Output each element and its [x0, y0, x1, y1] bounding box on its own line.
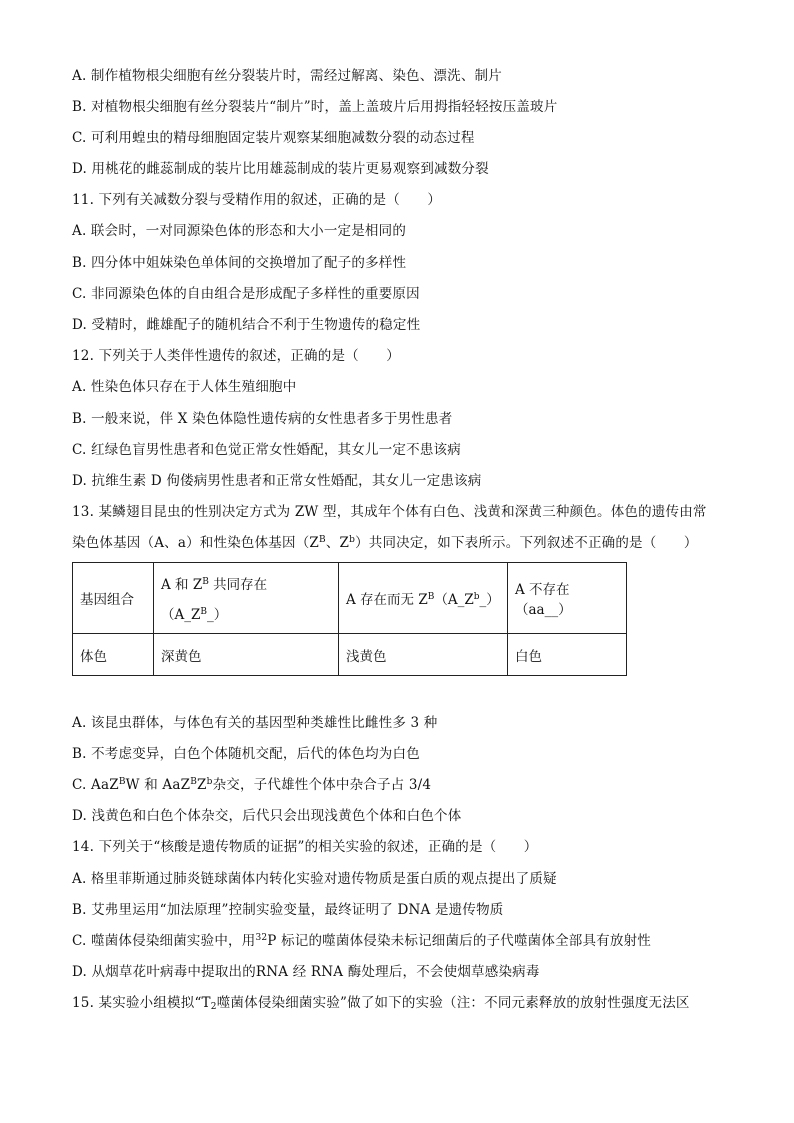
- q14-option-c: C. 噬菌体侵染细菌实验中，用$^{32}$P 标记的噬菌体侵染未标记细菌后的子代噬菌体全部具有放射性: [72, 933, 651, 949]
- q11-option-b: B. 四分体中姐妹染色单体间的交换增加了配子的多样性: [72, 255, 407, 271]
- table-cell: 白色: [508, 634, 627, 676]
- q14-option-a: A. 格里菲斯通过肺炎链球菌体内转化实验对遗传物质是蛋白质的观点提出了质疑: [72, 871, 557, 887]
- q13-option-a: A. 该昆虫群体，与体色有关的基因型种类雄性比雌性多 3 种: [72, 715, 438, 731]
- q12-option-c: C. 红绿色盲男性患者和色觉正常女性婚配，其女儿一定不患该病: [72, 442, 461, 458]
- table-row: [73, 634, 627, 676]
- q12-option-a: A. 性染色体只存在于人体生殖细胞中: [72, 379, 297, 395]
- q11-option-d: D. 受精时，雌雄配子的随机结合不利于生物遗传的稳定性: [72, 317, 421, 333]
- genotype-table: [72, 562, 627, 676]
- q14-option-d: D. 从烟草花叶病毒中提取出的RNA 经 RNA 酶处理后，不会使烟草感染病毒: [72, 964, 540, 980]
- table-cell: A 不存在（aa__）: [508, 563, 627, 634]
- table-cell: A 和 $Z^B$ 共同存在 $(A\_Z^B\_)$: [154, 563, 339, 634]
- table-row: [73, 563, 627, 634]
- q13-option-d: D. 浅黄色和白色个体杂交，后代只会出现浅黄色个体和白色个体: [72, 808, 462, 824]
- q13-stem-line1: 13. 某鳞翅目昆虫的性别决定方式为 ZW 型，其成年个体有白色、浅黄和深黄三种颜色。体色的遗传由常: [72, 504, 707, 520]
- q12-option-b: B. 一般来说，伴 X 染色体隐性遗传病的女性患者多于男性患者: [72, 411, 453, 427]
- q14-option-b: B. 艾弗里运用“加法原理”控制实验变量，最终证明了 DNA 是遗传物质: [72, 902, 504, 918]
- q12-option-d: D. 抗维生素 D 佝偻病男性患者和正常女性婚配，其女儿一定患该病: [72, 473, 482, 489]
- q13-option-b: B. 不考虑变异，白色个体随机交配，后代的体色均为白色: [72, 746, 420, 762]
- q11-option-a: A. 联会时，一对同源染色体的形态和大小一定是相同的: [72, 223, 407, 239]
- table-cell: A 存在而无 $Z^B(A\_Z^b\_)$: [339, 563, 508, 634]
- q10-option-d: D. 用桃花的雌蕊制成的装片比用雄蕊制成的装片更易观察到减数分裂: [72, 161, 489, 177]
- q13-stem-line2: 染色体基因（A、a）和性染色体基因（$Z^B$、$Z^b$）共同决定，如下表所示。下列叙述不正确的是（ ）: [72, 535, 698, 551]
- q11-option-c: C. 非同源染色体的自由组合是形成配子多样性的重要原因: [72, 286, 420, 302]
- q10-option-a: A. 制作植物根尖细胞有丝分裂装片时，需经过解离、染色、漂洗、制片: [72, 68, 502, 84]
- table-cell: 基因组合: [73, 563, 154, 634]
- q13-option-c: C. AaZ$^B$W 和 $AaZ^BZ^b$杂交，子代雄性个体中杂合子占 3/4: [72, 777, 432, 793]
- q14-stem: 14. 下列关于“核酸是遗传物质的证据”的相关实验的叙述，正确的是（ ）: [72, 839, 538, 855]
- table-cell: 体色: [73, 634, 154, 676]
- q10-option-b: B. 对植物根尖细胞有丝分裂装片“制片”时，盖上盖玻片后用拇指轻轻按压盖玻片: [72, 99, 558, 115]
- table-cell: 深黄色: [154, 634, 339, 676]
- q12-stem: 12. 下列关于人类伴性遗传的叙述，正确的是（ ）: [72, 348, 400, 364]
- q11-stem: 11. 下列有关减数分裂与受精作用的叙述，正确的是（ ）: [72, 192, 442, 208]
- q15-stem: 15. 某实验小组模拟“$T_2$噬菌体侵染细菌实验”做了如下的实验（注：不同元素释放的放射性强度无法区: [72, 995, 690, 1012]
- table-cell: 浅黄色: [339, 634, 508, 676]
- q10-option-c: C. 可利用蝗虫的精母细胞固定装片观察某细胞减数分裂的动态过程: [72, 130, 475, 146]
